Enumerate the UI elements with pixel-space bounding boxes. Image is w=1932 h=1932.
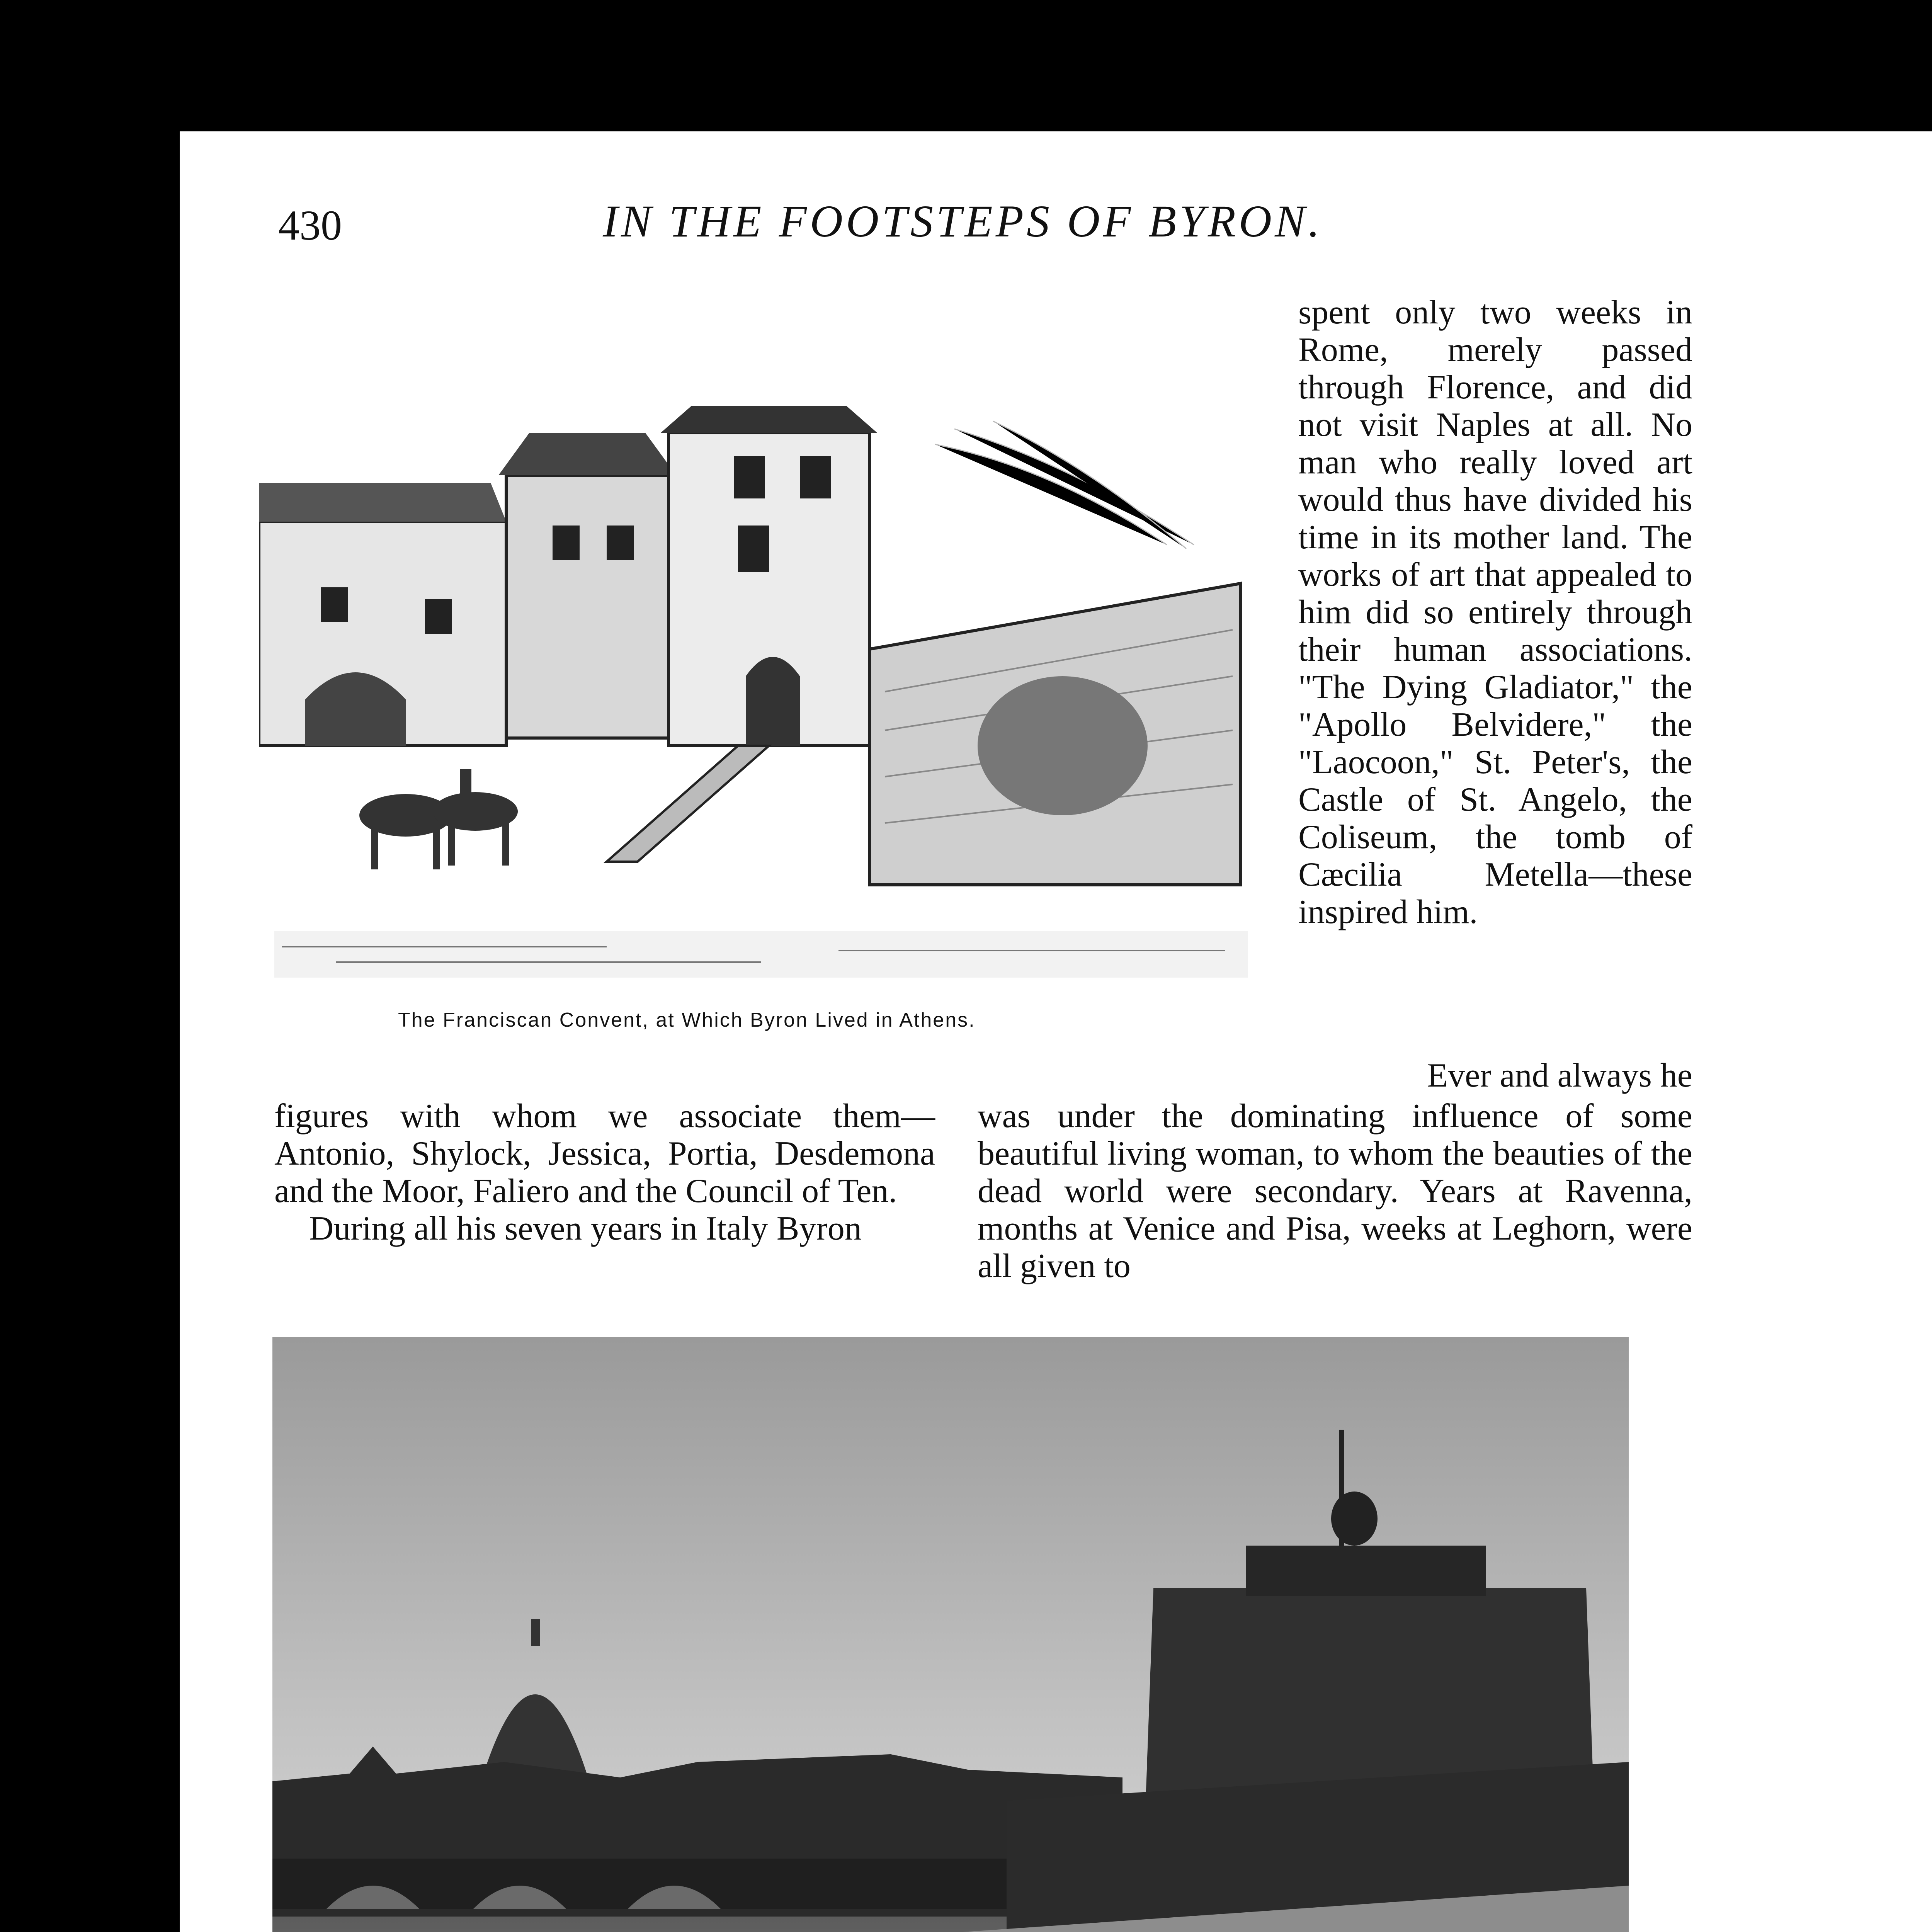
left-bottom-text: [274, 1097, 935, 1247]
running-head: IN THE FOOTSTEPS OF BYRON.: [603, 196, 1323, 247]
left-bottom-paragraph-1: figures with whom we associate them—Antonio, Shylock, Jessica, Portia, Desdemona and the Moor, Faliero and the Council of Ten.: [274, 1097, 935, 1210]
rome-photograph: [272, 1337, 1629, 1932]
convent-caption: The Franciscan Convent, at Which Byron Lived in Athens.: [398, 1009, 976, 1031]
convent-illustration: [259, 398, 1271, 1001]
page-number: 430: [278, 202, 342, 249]
right-column-text: [1298, 294, 1692, 931]
right-bottom-text: [978, 1097, 1692, 1285]
right-bottom-paragraph: was under the dominating influence of some beautiful living woman, to whom the beauties of the dead world were secondary. Years at Ravenna, months at Venice and Pisa, weeks at Leghorn, were all given to: [978, 1097, 1692, 1285]
left-bottom-paragraph-2: During all his seven years in Italy Byron: [309, 1210, 862, 1247]
right-column-paragraph: spent only two weeks in Rome, merely passed through Florence, and did not visit Naples at all. No man who really loved art would thus have divided his time in its mother land. The works of art that appealed to him did so entirely through their human associations. "The Dying Gladiator," the "Apollo Belvidere," the "Laocoon," St. Peter's, the Castle of St. Angelo, the Coliseum, the tomb of Cæcilia Metella—these inspired him.: [1298, 294, 1692, 931]
ever-line: Ever and always he: [1427, 1057, 1692, 1094]
